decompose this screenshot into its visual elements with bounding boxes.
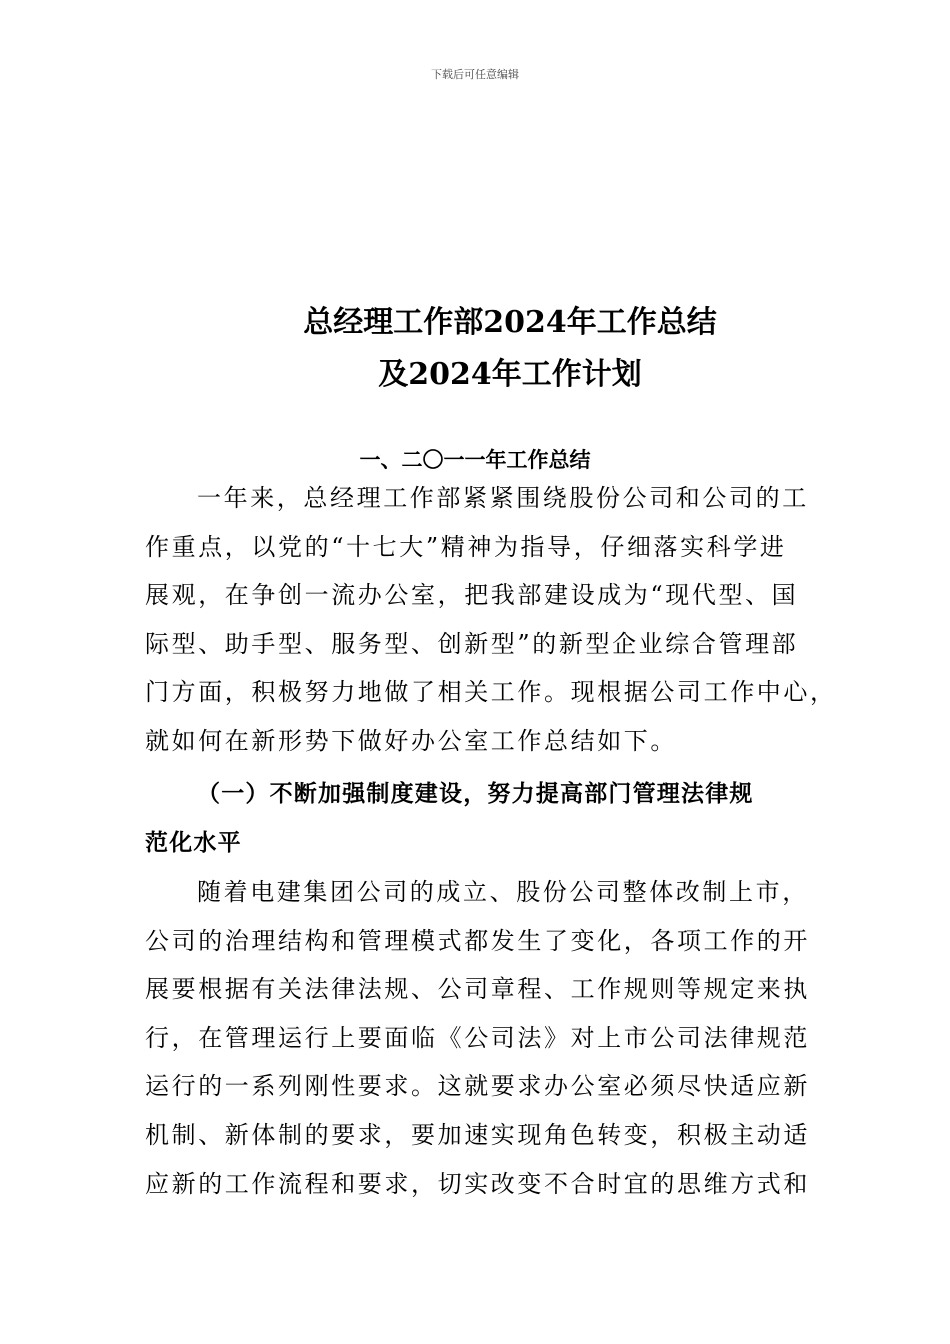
paragraph-line: 展要根据有关法律法规、公司章程、工作规则等规定来执 [145, 975, 810, 1004]
paragraph-line: 作重点，以党的“十七大”精神为指导，仔细落实科学进 [145, 532, 787, 561]
paragraph-line: 际型、助手型、服务型、创新型”的新型企业综合管理部 [145, 629, 799, 658]
paragraph-line: 应新的工作流程和要求，切实改变不合时宜的思维方式和 [145, 1169, 810, 1198]
paragraph-line: 运行的一系列刚性要求。这就要求办公室必须尽快适应新 [145, 1072, 810, 1101]
section-heading: 一、二〇一一年工作总结 [359, 448, 591, 472]
subsection-heading [145, 770, 825, 867]
document-title-line-1: 总经理工作部2024年工作总结 [303, 305, 717, 340]
intro-paragraph [145, 474, 837, 766]
paragraph-line: 展观，在争创一流办公室，把我部建设成为“现代型、国 [145, 581, 799, 610]
paragraph-line: 一年来，总经理工作部紧紧围绕股份公司和公司的工 [197, 484, 809, 512]
header-note: 下载后可任意编辑 [431, 68, 519, 81]
paragraph-line: 公司的治理结构和管理模式都发生了变化，各项工作的开 [145, 926, 810, 955]
subsection-heading-line: 范化水平 [145, 829, 242, 856]
subsection-heading-line: （一）不断加强制度建设，努力提高部门管理法律规 [197, 781, 754, 807]
subsection-body-paragraph [145, 868, 825, 1208]
paragraph-line: 门方面，积极努力地做了相关工作。现根据公司工作中心， [145, 678, 837, 707]
paragraph-line: 机制、新体制的要求，要加速实现角色转变，积极主动适 [145, 1120, 810, 1149]
document-title-line-2: 及2024年工作计划 [378, 357, 642, 392]
paragraph-line: 就如何在新形势下做好办公室工作总结如下。 [145, 726, 677, 755]
paragraph-line: 行，在管理运行上要面临《公司法》对上市公司法律规范 [145, 1023, 810, 1052]
paragraph-line: 随着电建集团公司的成立、股份公司整体改制上市， [197, 878, 809, 906]
